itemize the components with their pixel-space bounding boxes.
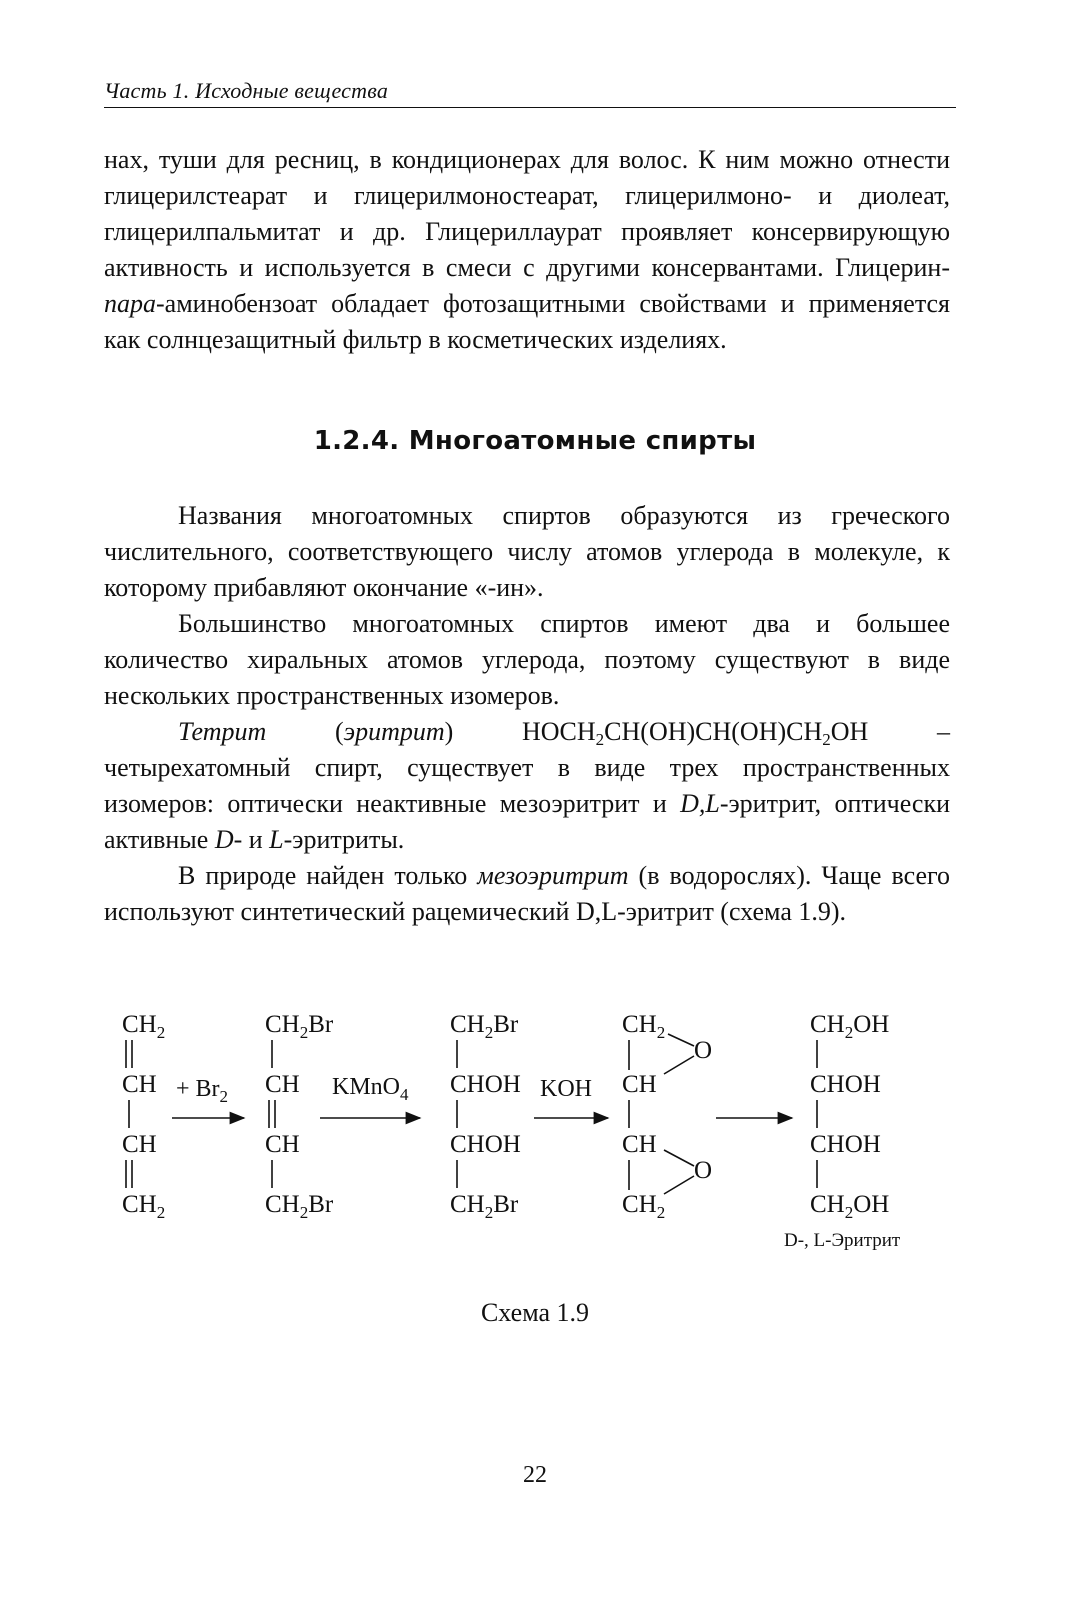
compound-erythritol xyxy=(784,1011,901,1251)
paragraph-nature: В природе найден только мезоэритрит (в водорослях). Чаще всего используют синтетический рацемический D,L-эритрит (схема 1.9). xyxy=(104,861,950,926)
svg-text:KOH: KOH xyxy=(540,1076,592,1102)
formula-erythritol: $HOCH_2CH(OH)CH(OH)CH_2OH$ xyxy=(522,717,869,749)
svg-text:CH2: $CH_2$ xyxy=(622,1191,666,1222)
svg-text:CHOH: CHOH xyxy=(810,1131,881,1158)
product-label: D-, L-Эритрит xyxy=(784,1230,901,1251)
svg-text:CH2Br: $CH_2Br$ xyxy=(265,1191,334,1222)
svg-text:CH: CH xyxy=(265,1071,300,1098)
page-number: 22 xyxy=(523,1462,547,1488)
header-divider xyxy=(104,107,956,108)
svg-text:CH: CH xyxy=(265,1131,300,1158)
paragraph-naming: Названия многоатомных спиртов образуются из греческого числительного, соответствующего числу атомов углерода в молекуле, к которому прибавляют окончание «-ин». xyxy=(104,501,950,602)
compound-dibromobutene xyxy=(265,1011,334,1222)
compound-diepoxybutane xyxy=(622,1011,712,1222)
svg-text:CH2OH: $CH_2OH$ xyxy=(810,1011,890,1042)
reaction-arrow-cyclization xyxy=(534,1076,608,1118)
svg-text:CH: CH xyxy=(122,1071,157,1098)
paragraph-tetritol: Тетрит (эритрит) $HOCH_2CH(OH)CH(OH)CH_2OH$ – четырехатомный спирт, существует в виде трех пространственных изомеров: оптически неактивные мезоэритрит и D,L-эритрит, оптически активные D- и L-эритриты. xyxy=(104,717,950,854)
svg-text:O: O xyxy=(694,1157,713,1184)
svg-text:CHOH: CHOH xyxy=(810,1071,881,1098)
para-italic: пара xyxy=(104,289,156,318)
scheme-caption: Схема 1.9 xyxy=(480,1298,590,1327)
term-tetritol: Тетрит xyxy=(178,717,267,746)
svg-text:CH2: $CH_2$ xyxy=(122,1011,166,1042)
term-mesoerythritol: мезоэритрит xyxy=(477,861,629,890)
compound-dibromobutanediol xyxy=(450,1011,521,1222)
running-title: Часть 1. Исходные вещества xyxy=(104,78,389,103)
svg-text:CH2Br: $CH_2Br$ xyxy=(450,1191,519,1222)
svg-text:CH2OH: $CH_2OH$ xyxy=(810,1191,890,1222)
svg-text:CH: CH xyxy=(622,1071,657,1098)
svg-text:CH2Br: $CH_2Br$ xyxy=(265,1011,334,1042)
svg-text:O: O xyxy=(694,1037,713,1064)
svg-text:CHOH: CHOH xyxy=(450,1071,521,1098)
reaction-arrow-bromination xyxy=(172,1076,244,1118)
paragraph-cosmetics-text-end: -аминобензоат обладает фотозащитными свойствами и применяется как солнцезащитный фильтр в косметических изделиях. xyxy=(104,289,950,354)
paragraph-isomers: Большинство многоатомных спиртов имеют два и большее количество хиральных атомов углерода, поэтому существуют в виде нескольких пространственных изомеров. xyxy=(104,609,950,710)
paragraph-cosmetics xyxy=(104,142,950,358)
reaction-scheme xyxy=(0,990,1070,1260)
section-heading: 1.2.4. Многоатомные спирты xyxy=(313,426,757,456)
svg-text:KMnO4: KMnO$_4$ xyxy=(332,1074,409,1104)
compound-butadiene xyxy=(122,1011,165,1222)
reaction-arrow-oxidation xyxy=(320,1074,420,1118)
svg-text:CH2Br: $CH_2Br$ xyxy=(450,1011,519,1042)
svg-text:CH: CH xyxy=(122,1131,157,1158)
svg-text:+ Br2: + $Br_2$ xyxy=(176,1076,229,1106)
term-erythritol: эритрит xyxy=(343,717,445,746)
paragraph-cosmetics-text: нах, туши для ресниц, в кондиционерах для волос. К ним можно отнести глицерилстеарат и глицерилмоностеарат, глицерилмоно- и диолеат, глицерилпальмитат и др. Глицериллаурат проявляет консервирующую активность и используется в смеси с другими консервантами. Глицерин- xyxy=(104,145,950,282)
svg-text:CHOH: CHOH xyxy=(450,1131,521,1158)
svg-text:CH: CH xyxy=(622,1131,657,1158)
svg-text:CH2: $CH_2$ xyxy=(622,1011,666,1042)
svg-text:CH2: $CH_2$ xyxy=(122,1191,166,1222)
